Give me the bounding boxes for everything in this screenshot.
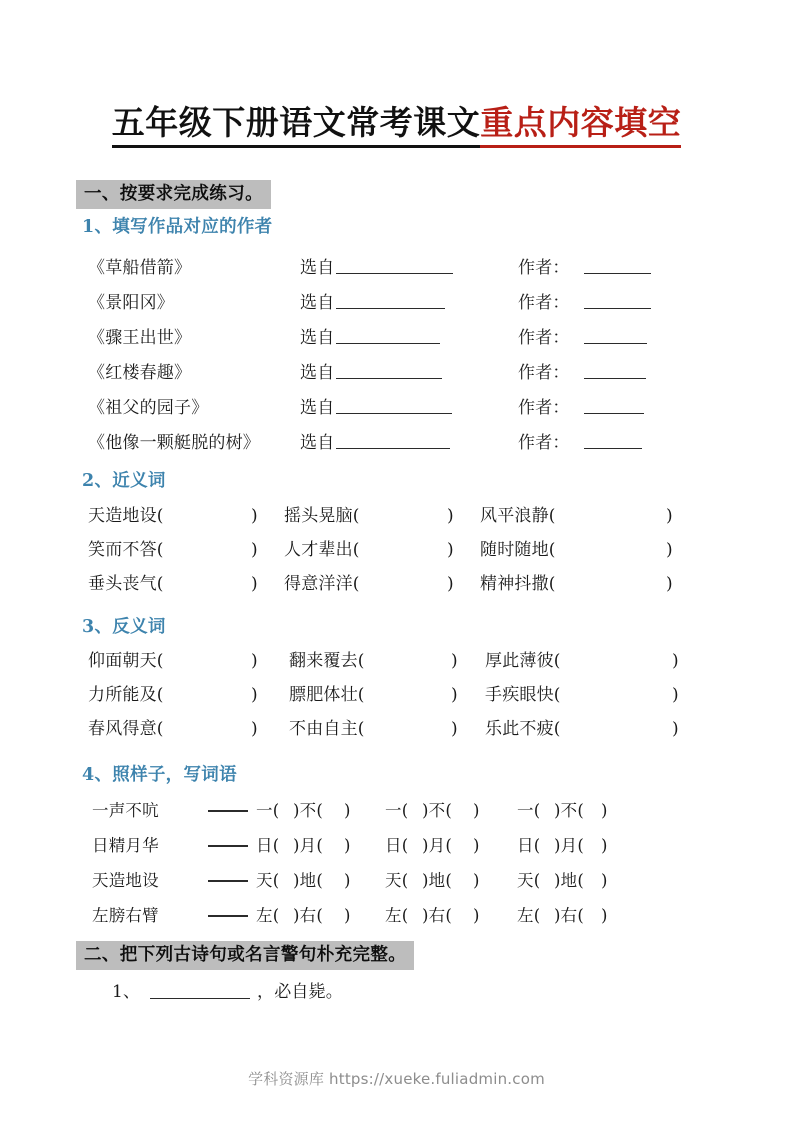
source-blank[interactable] xyxy=(336,294,445,309)
antonym-word: 力所能及( xyxy=(88,685,164,705)
work-title: 《红楼春趣》 xyxy=(88,363,192,383)
author-label: 作者： xyxy=(518,433,570,453)
subsection-heading-pattern: 4、照样子，写词语 xyxy=(82,765,237,785)
source-label: 选自 xyxy=(300,433,335,453)
pattern-dash-icon xyxy=(208,915,248,917)
author-blank[interactable] xyxy=(584,399,644,414)
antonym-close-paren[interactable]: ) xyxy=(672,651,679,671)
pattern-blank-close[interactable]: ) xyxy=(601,906,608,925)
pattern-blank-a[interactable]: 天( xyxy=(256,871,280,890)
pattern-blank-close[interactable]: ) xyxy=(601,801,608,820)
subsection-heading-antonyms: 3、反义词 xyxy=(82,617,166,637)
pattern-blank-a[interactable]: 日( xyxy=(256,836,280,855)
sentence-tail: ，必自毙。 xyxy=(257,982,343,1002)
synonym-word: 垂头丧气( xyxy=(88,574,164,594)
author-blank[interactable] xyxy=(584,329,647,344)
synonym-close-paren[interactable]: ) xyxy=(666,540,673,560)
pattern-blank-b[interactable]: )地( xyxy=(293,871,323,890)
antonym-close-paren[interactable]: ) xyxy=(451,719,458,739)
antonym-close-paren[interactable]: ) xyxy=(251,651,258,671)
synonym-word: 人才辈出( xyxy=(284,540,360,560)
antonym-word: 乐此不疲( xyxy=(485,719,561,739)
pattern-blank-close[interactable]: ) xyxy=(344,801,351,820)
pattern-blank-a[interactable]: 左( xyxy=(256,906,280,925)
author-blank[interactable] xyxy=(584,434,642,449)
pattern-blank-b[interactable]: )不( xyxy=(422,801,452,820)
pattern-dash-icon xyxy=(208,845,248,847)
pattern-blank-a[interactable]: 一( xyxy=(517,801,541,820)
antonym-close-paren[interactable]: ) xyxy=(251,719,258,739)
page-title xyxy=(0,104,793,143)
page-title-red: 重点内容填空 xyxy=(480,103,681,148)
pattern-blank-a[interactable]: 日( xyxy=(517,836,541,855)
section-heading-1: 一、按要求完成练习。 xyxy=(76,180,271,209)
pattern-blank-a[interactable]: 一( xyxy=(385,801,409,820)
antonym-word: 翻来覆去( xyxy=(289,651,365,671)
synonym-word: 摇头晃脑( xyxy=(284,506,360,526)
pattern-blank-a[interactable]: 日( xyxy=(385,836,409,855)
pattern-blank-b[interactable]: )地( xyxy=(422,871,452,890)
antonym-close-paren[interactable]: ) xyxy=(672,719,679,739)
pattern-blank-b[interactable]: )地( xyxy=(554,871,584,890)
pattern-blank-b[interactable]: )右( xyxy=(554,906,584,925)
synonym-close-paren[interactable]: ) xyxy=(251,574,258,594)
work-title: 《景阳冈》 xyxy=(88,293,174,313)
antonym-word: 厚此薄彼( xyxy=(485,651,561,671)
antonym-word: 手疾眼快( xyxy=(485,685,561,705)
pattern-blank-b[interactable]: )不( xyxy=(554,801,584,820)
pattern-dash-icon xyxy=(208,880,248,882)
source-blank[interactable] xyxy=(336,399,452,414)
antonym-word: 不由自主( xyxy=(289,719,365,739)
pattern-sample: 左膀右臂 xyxy=(92,906,159,925)
subsection-heading-synonyms: 2、近义词 xyxy=(82,471,166,491)
pattern-blank-close[interactable]: ) xyxy=(473,836,480,855)
source-blank[interactable] xyxy=(336,434,450,449)
pattern-sample: 日精月华 xyxy=(92,836,159,855)
synonym-word: 随时随地( xyxy=(480,540,556,560)
antonym-close-paren[interactable]: ) xyxy=(451,651,458,671)
pattern-blank-b[interactable]: )月( xyxy=(293,836,323,855)
antonym-close-paren[interactable]: ) xyxy=(672,685,679,705)
author-label: 作者： xyxy=(518,293,570,313)
subsection-heading-works: 1、填写作品对应的作者 xyxy=(82,217,273,237)
antonym-word: 仰面朝天( xyxy=(88,651,164,671)
synonym-word: 得意洋洋( xyxy=(284,574,360,594)
pattern-blank-a[interactable]: 左( xyxy=(517,906,541,925)
source-label: 选自 xyxy=(300,258,335,278)
synonym-close-paren[interactable]: ) xyxy=(447,506,454,526)
pattern-blank-close[interactable]: ) xyxy=(473,871,480,890)
source-label: 选自 xyxy=(300,328,335,348)
pattern-sample: 一声不吭 xyxy=(92,801,159,820)
work-title: 《草船借箭》 xyxy=(88,258,192,278)
sentence-blank[interactable] xyxy=(150,984,250,999)
work-title: 《祖父的园子》 xyxy=(88,398,209,418)
antonym-close-paren[interactable]: ) xyxy=(251,685,258,705)
synonym-close-paren[interactable]: ) xyxy=(447,574,454,594)
pattern-blank-b[interactable]: )右( xyxy=(422,906,452,925)
antonym-word: 春风得意( xyxy=(88,719,164,739)
item-number: 1、 xyxy=(112,982,141,1002)
pattern-blank-close[interactable]: ) xyxy=(601,836,608,855)
pattern-sample: 天造地设 xyxy=(92,871,159,890)
pattern-blank-close[interactable]: ) xyxy=(344,871,351,890)
synonym-close-paren[interactable]: ) xyxy=(251,540,258,560)
synonym-word: 笑而不答( xyxy=(88,540,164,560)
pattern-blank-close[interactable]: ) xyxy=(344,836,351,855)
source-label: 选自 xyxy=(300,363,335,383)
author-blank[interactable] xyxy=(584,294,651,309)
synonym-close-paren[interactable]: ) xyxy=(447,540,454,560)
pattern-blank-close[interactable]: ) xyxy=(601,871,608,890)
synonym-word: 天造地设( xyxy=(88,506,164,526)
pattern-blank-a[interactable]: 一( xyxy=(256,801,280,820)
work-title: 《他像一颗艇脱的树》 xyxy=(88,433,260,453)
source-label: 选自 xyxy=(300,398,335,418)
pattern-blank-a[interactable]: 天( xyxy=(385,871,409,890)
antonym-word: 膘肥体壮( xyxy=(289,685,365,705)
synonym-word: 精神抖撒( xyxy=(480,574,556,594)
pattern-blank-b[interactable]: )月( xyxy=(422,836,452,855)
footer-watermark: 学科资源库 https://xueke.fuliadmin.com xyxy=(248,1070,545,1088)
pattern-blank-b[interactable]: )不( xyxy=(293,801,323,820)
source-blank[interactable] xyxy=(336,259,453,274)
synonym-close-paren[interactable]: ) xyxy=(251,506,258,526)
pattern-blank-close[interactable]: ) xyxy=(473,906,480,925)
source-blank[interactable] xyxy=(336,364,442,379)
pattern-blank-b[interactable]: )右( xyxy=(293,906,323,925)
pattern-blank-close[interactable]: ) xyxy=(344,906,351,925)
work-title: 《骤王出世》 xyxy=(88,328,192,348)
author-blank[interactable] xyxy=(584,364,646,379)
antonym-close-paren[interactable]: ) xyxy=(451,685,458,705)
synonym-close-paren[interactable]: ) xyxy=(666,574,673,594)
pattern-blank-b[interactable]: )月( xyxy=(554,836,584,855)
pattern-blank-close[interactable]: ) xyxy=(473,801,480,820)
author-label: 作者： xyxy=(518,398,570,418)
pattern-dash-icon xyxy=(208,810,248,812)
pattern-blank-a[interactable]: 左( xyxy=(385,906,409,925)
source-label: 选自 xyxy=(300,293,335,313)
author-blank[interactable] xyxy=(584,259,651,274)
section-heading-2: 二、把下列古诗句或名言警句朴充完整。 xyxy=(76,941,414,970)
author-label: 作者： xyxy=(518,328,570,348)
pattern-blank-a[interactable]: 天( xyxy=(517,871,541,890)
source-blank[interactable] xyxy=(336,329,440,344)
author-label: 作者： xyxy=(518,258,570,278)
synonym-close-paren[interactable]: ) xyxy=(666,506,673,526)
page-title-black: 五年级下册语文常考课文 xyxy=(112,103,481,148)
author-label: 作者： xyxy=(518,363,570,383)
synonym-word: 风平浪静( xyxy=(480,506,556,526)
